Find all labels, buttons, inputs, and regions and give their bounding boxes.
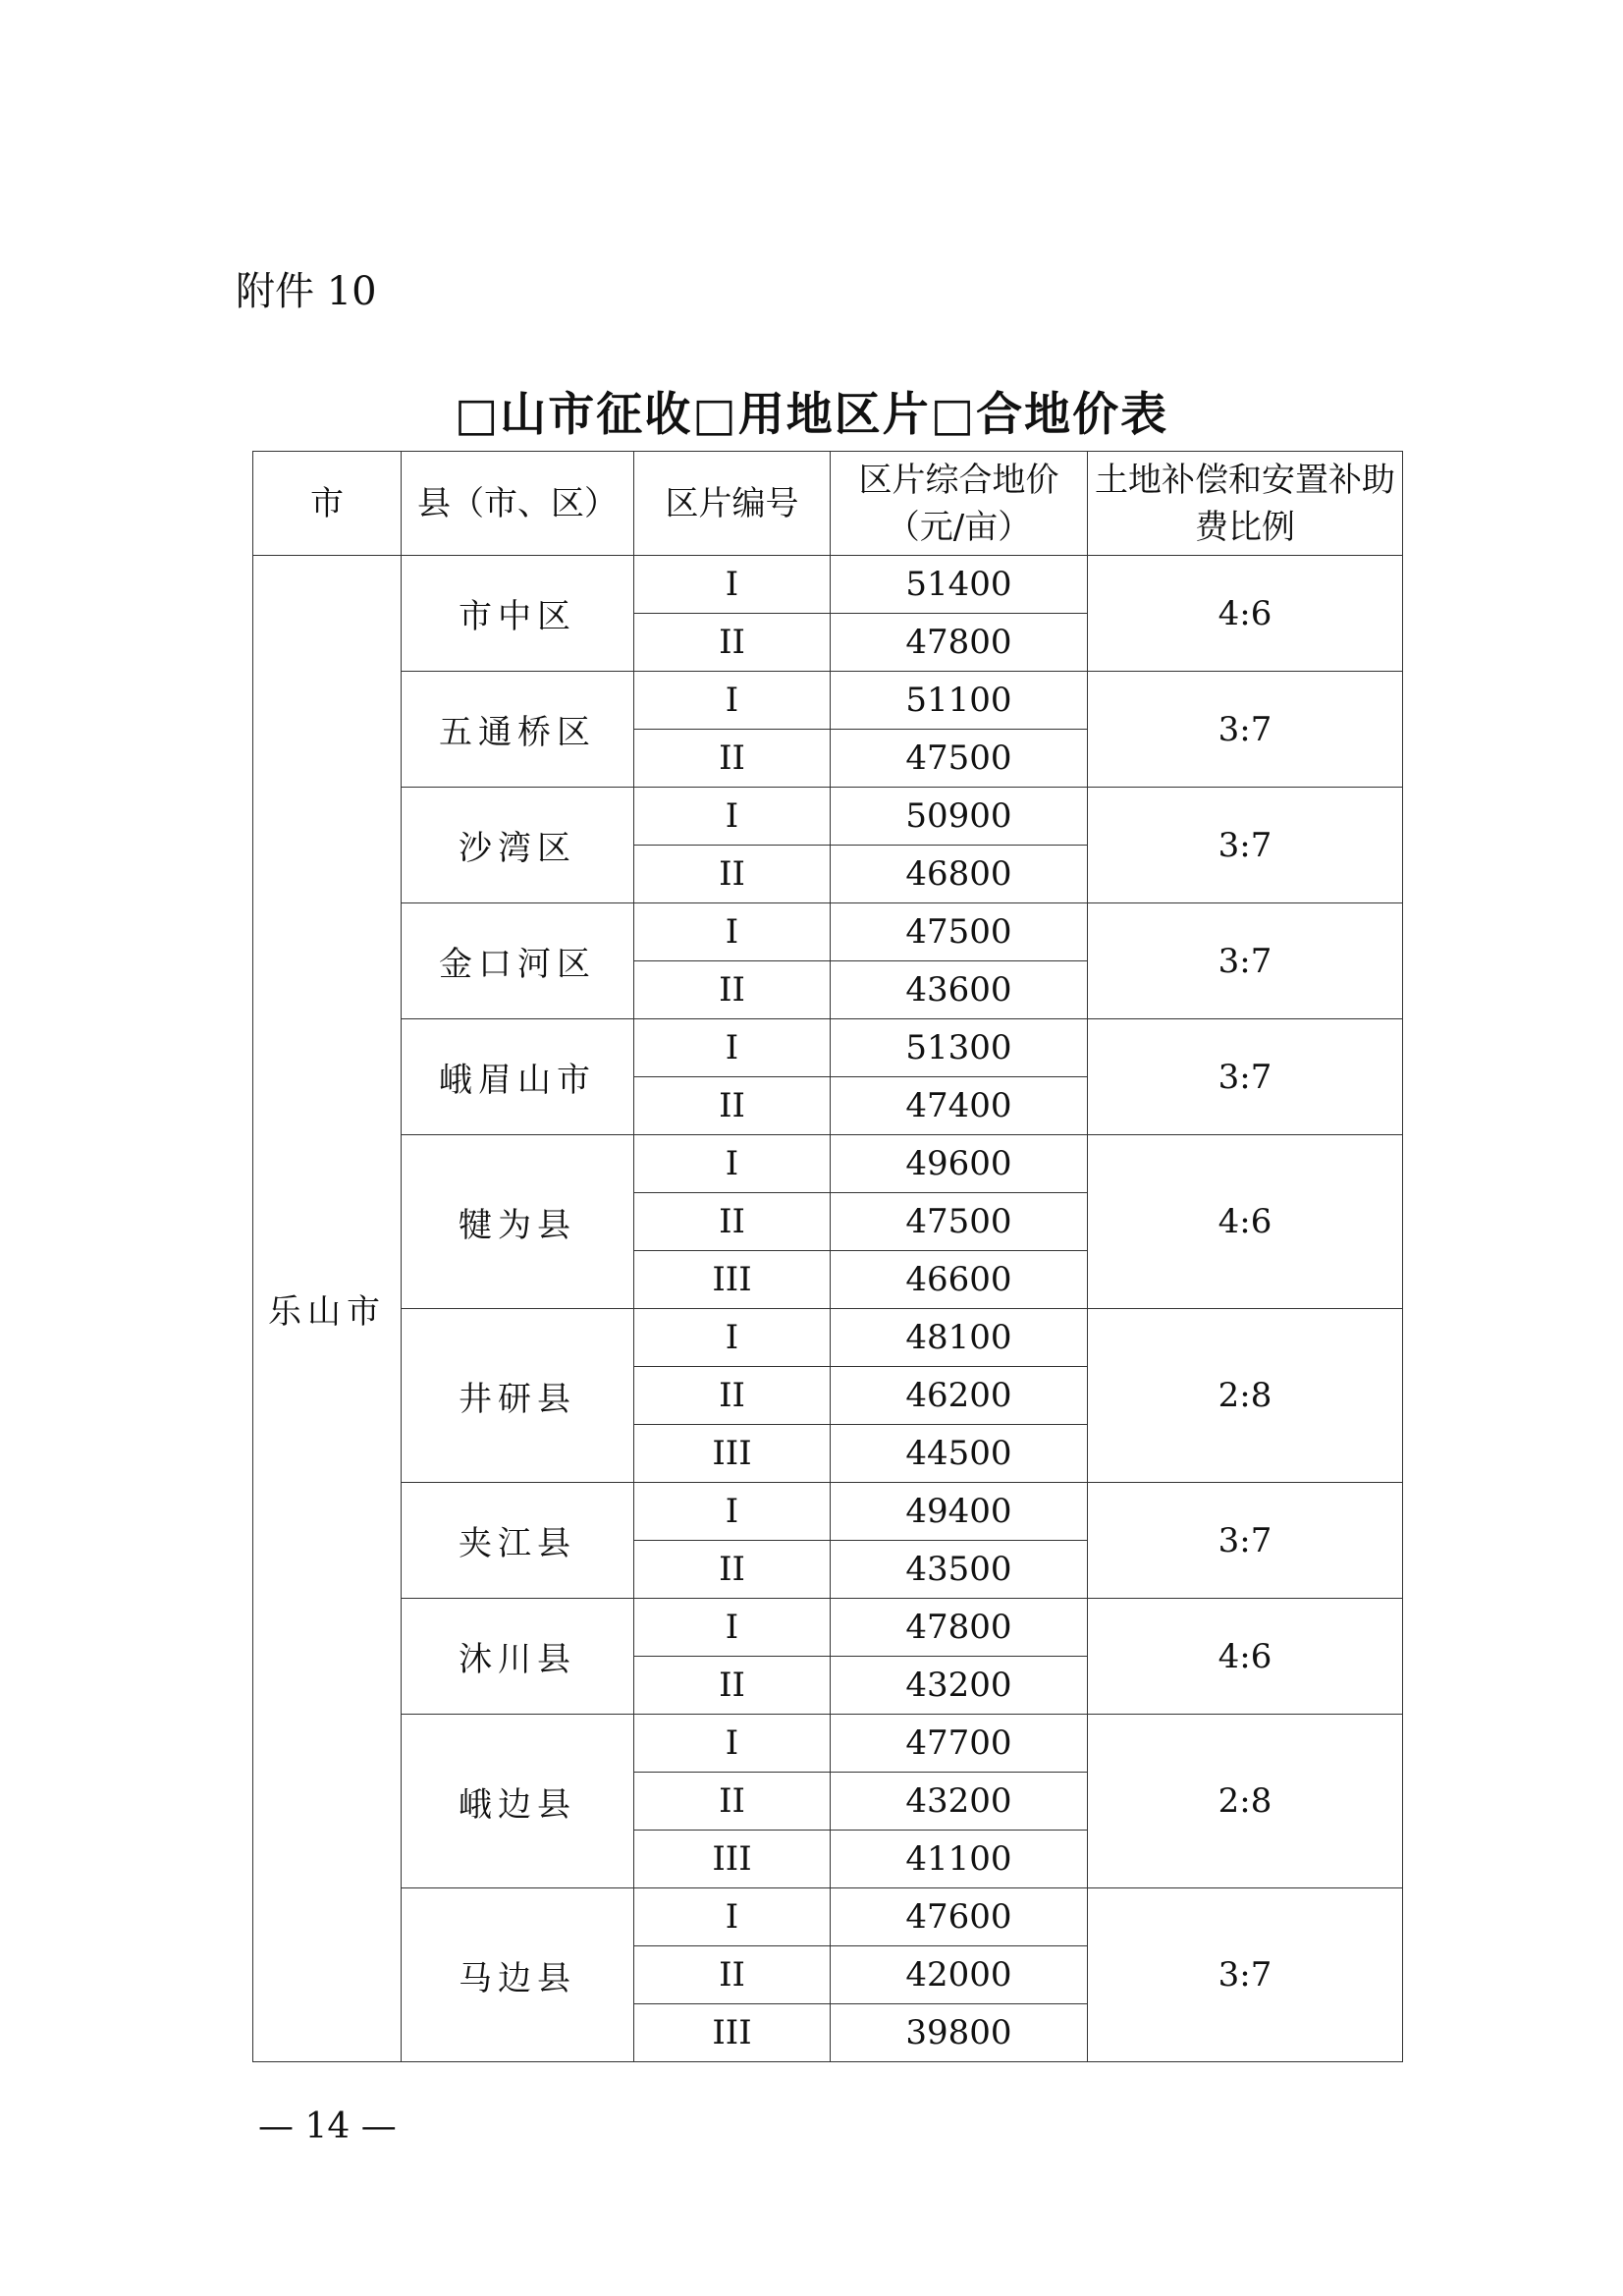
ratio-cell: 4:6 [1088, 556, 1403, 672]
county-cell: 沐川县 [402, 1599, 634, 1715]
zone-cell: II [634, 1077, 831, 1135]
ratio-cell: 3:7 [1088, 1483, 1403, 1599]
zone-cell: II [634, 1541, 831, 1599]
price-cell: 47500 [831, 903, 1088, 961]
zone-cell: II [634, 846, 831, 903]
zone-cell: I [634, 1715, 831, 1773]
price-cell: 39800 [831, 2004, 1088, 2062]
header-county: 县（市、区） [402, 452, 634, 556]
ratio-cell: 4:6 [1088, 1599, 1403, 1715]
price-cell: 41100 [831, 1831, 1088, 1888]
zone-cell: II [634, 961, 831, 1019]
ratio-cell: 3:7 [1088, 672, 1403, 788]
price-cell: 47800 [831, 1599, 1088, 1657]
price-cell: 51300 [831, 1019, 1088, 1077]
table-row [253, 1715, 1403, 1773]
price-cell: 50900 [831, 788, 1088, 846]
table-row [253, 788, 1403, 846]
price-cell: 48100 [831, 1309, 1088, 1367]
zone-cell: III [634, 1251, 831, 1309]
zone-cell: II [634, 1657, 831, 1715]
table-row [253, 1599, 1403, 1657]
table-body [253, 556, 1403, 2062]
price-cell: 47500 [831, 1193, 1088, 1251]
ratio-cell: 3:7 [1088, 788, 1403, 903]
price-cell: 46200 [831, 1367, 1088, 1425]
ratio-cell: 3:7 [1088, 1888, 1403, 2062]
table-row [253, 1483, 1403, 1541]
header-zone: 区片编号 [634, 452, 831, 556]
county-cell: 市中区 [402, 556, 634, 672]
header-city: 市 [253, 452, 402, 556]
table-row [253, 903, 1403, 961]
price-cell: 51100 [831, 672, 1088, 730]
county-cell: 夹江县 [402, 1483, 634, 1599]
price-cell: 49400 [831, 1483, 1088, 1541]
page-number: — 14 — [258, 2106, 397, 2147]
table-row [253, 1135, 1403, 1193]
zone-cell: III [634, 2004, 831, 2062]
zone-cell: I [634, 903, 831, 961]
zone-cell: I [634, 672, 831, 730]
ratio-cell: 3:7 [1088, 903, 1403, 1019]
zone-cell: I [634, 1309, 831, 1367]
table-row [253, 1888, 1403, 1946]
price-cell: 42000 [831, 1946, 1088, 2004]
price-cell: 47700 [831, 1715, 1088, 1773]
zone-cell: II [634, 1946, 831, 2004]
price-cell: 43500 [831, 1541, 1088, 1599]
price-cell: 43200 [831, 1773, 1088, 1831]
county-cell: 峨眉山市 [402, 1019, 634, 1135]
ratio-cell: 2:8 [1088, 1309, 1403, 1483]
header-ratio: 土地补偿和安置补助费比例 [1088, 452, 1403, 556]
price-cell: 47500 [831, 730, 1088, 788]
header-price: 区片综合地价（元/亩） [831, 452, 1088, 556]
price-cell: 46800 [831, 846, 1088, 903]
zone-cell: I [634, 1019, 831, 1077]
price-cell: 47600 [831, 1888, 1088, 1946]
zone-cell: II [634, 614, 831, 672]
zone-cell: I [634, 556, 831, 614]
city-cell: 乐山市 [253, 556, 402, 2062]
county-cell: 峨边县 [402, 1715, 634, 1888]
zone-cell: I [634, 1599, 831, 1657]
land-price-table [252, 451, 1403, 2062]
document-title: □山市征收□用地区片□合地价表 [454, 388, 1169, 442]
price-cell: 46600 [831, 1251, 1088, 1309]
zone-cell: II [634, 1193, 831, 1251]
county-cell: 五通桥区 [402, 672, 634, 788]
price-cell: 51400 [831, 556, 1088, 614]
attachment-label: 附件 10 [236, 269, 377, 314]
county-cell: 犍为县 [402, 1135, 634, 1309]
zone-cell: III [634, 1831, 831, 1888]
zone-cell: III [634, 1425, 831, 1483]
zone-cell: II [634, 1773, 831, 1831]
county-cell: 沙湾区 [402, 788, 634, 903]
zone-cell: I [634, 788, 831, 846]
county-cell: 马边县 [402, 1888, 634, 2062]
ratio-cell: 3:7 [1088, 1019, 1403, 1135]
county-cell: 金口河区 [402, 903, 634, 1019]
table-row [253, 672, 1403, 730]
price-cell: 43600 [831, 961, 1088, 1019]
ratio-cell: 4:6 [1088, 1135, 1403, 1309]
table-row [253, 1019, 1403, 1077]
table-row [253, 556, 1403, 614]
county-cell: 井研县 [402, 1309, 634, 1483]
zone-cell: II [634, 1367, 831, 1425]
table-row [253, 1309, 1403, 1367]
zone-cell: I [634, 1483, 831, 1541]
price-cell: 47400 [831, 1077, 1088, 1135]
table-header-row [253, 452, 1403, 556]
price-cell: 49600 [831, 1135, 1088, 1193]
price-cell: 47800 [831, 614, 1088, 672]
price-cell: 43200 [831, 1657, 1088, 1715]
ratio-cell: 2:8 [1088, 1715, 1403, 1888]
zone-cell: II [634, 730, 831, 788]
zone-cell: I [634, 1888, 831, 1946]
price-cell: 44500 [831, 1425, 1088, 1483]
zone-cell: I [634, 1135, 831, 1193]
